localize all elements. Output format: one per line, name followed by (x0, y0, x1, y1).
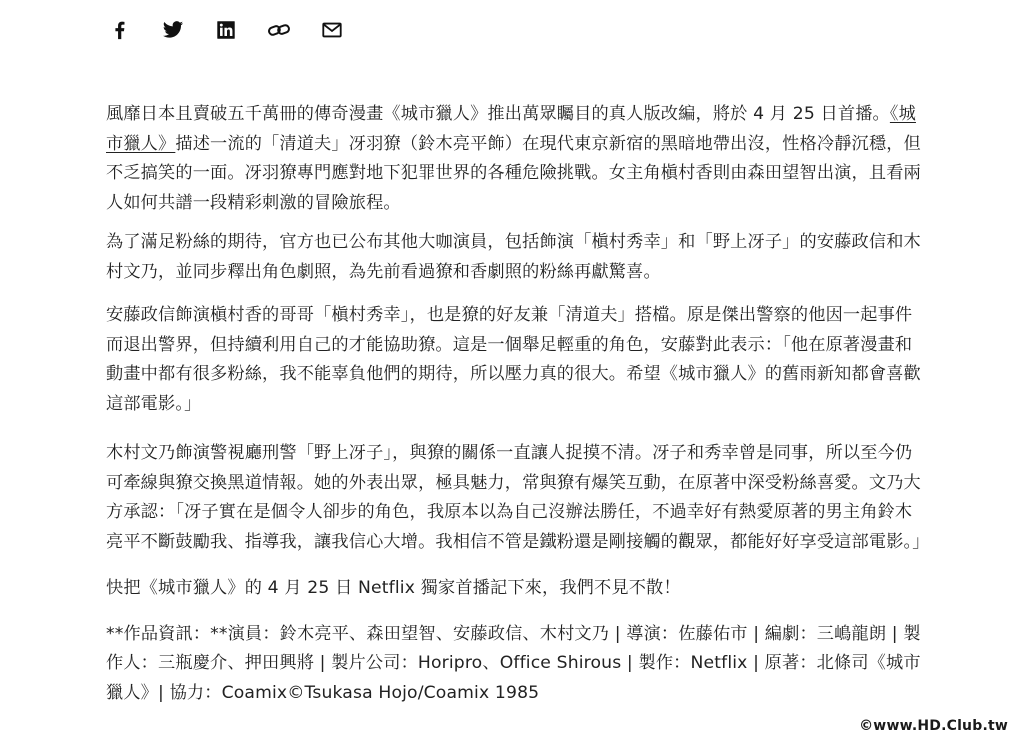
article-body (106, 100, 930, 720)
article-paragraph-intro (106, 100, 922, 218)
article-paragraph-credits: **作品資訊：**演員：鈴木亮平、森田望智、安藤政信、木村文乃 | 導演：佐藤佑市 | 編劇：三嶋龍朗 | 製作人：三瓶慶介、押田興將 | 製片公司：Horipro、Office Shirous | 製作：Netflix | 原著：北條司《城市獵人》| 協力：Coamix©Tsukasa Hojo/Coamix 1985 (106, 623, 921, 703)
email-share-button[interactable] (320, 18, 344, 42)
article-paragraph-ando: 安藤政信飾演槇村香的哥哥「槇村秀幸」，也是獠的好友兼「清道夫」搭檔。原是傑出警察的他因一起事件而退出警界，但持續利用自己的才能協助獠。這是一個舉足輕重的角色，安藤對此表示：「他在原著漫畫和動畫中都有很多粉絲，我不能辜負他們的期待，所以壓力真的很大。希望《城市獵人》的舊雨新知都會喜歡這部電影。」 (106, 305, 921, 414)
watermark: ©www.HD.Club.tw (859, 718, 1008, 734)
article-paragraph-cast: 為了滿足粉絲的期待，官方也已公布其他大咖演員，包括飾演「槇村秀幸」和「野上冴子」的安藤政信和木村文乃，並同步釋出角色劇照，為先前看過獠和香劇照的粉絲再獻驚喜。 (106, 232, 921, 282)
twitter-icon (161, 19, 185, 41)
city-hunter-link[interactable]: 《城市獵人》 (106, 104, 916, 154)
paragraph-text: 風靡日本且賣破五千萬冊的傳奇漫畫《城市獵人》推出萬眾矚目的真人版改編，將於 4 月 25 日首播。 (106, 104, 890, 124)
twitter-share-button[interactable] (161, 18, 185, 42)
facebook-share-button[interactable] (108, 18, 132, 42)
mail-icon (320, 19, 344, 41)
linkedin-share-button[interactable] (214, 18, 238, 42)
copy-link-button[interactable] (267, 18, 291, 42)
link-icon (267, 19, 291, 41)
paragraph-text: 描述一流的「清道夫」冴羽獠（鈴木亮平飾）在現代東京新宿的黑暗地帶出沒，性格冷靜沉穩，但不乏搞笑的一面。冴羽獠專門應對地下犯罪世界的各種危險挑戰。女主角槇村香則由森田望智出演，且看兩人如何共譜一段精彩刺激的冒險旅程。 (106, 133, 921, 213)
article-paragraph-kimura: 木村文乃飾演警視廳刑警「野上冴子」，與獠的關係一直讓人捉摸不清。冴子和秀幸曾是同事，所以至今仍可牽線與獠交換黑道情報。她的外表出眾，極具魅力，常與獠有爆笑互動，在原著中深受粉絲喜愛。文乃大方承認：「冴子實在是個令人卻步的角色，我原本以為自己沒辦法勝任，不過幸好有熱愛原著的男主角鈴木亮平不斷鼓勵我、指導我，讓我信心大增。我相信不管是鐵粉還是剛接觸的觀眾，都能好好享受這部電影。」 (106, 443, 930, 552)
share-bar (108, 18, 373, 42)
linkedin-icon (215, 19, 237, 41)
facebook-icon (109, 19, 131, 41)
article-paragraph-premiere: 快把《城市獵人》的 4 月 25 日 Netflix 獨家首播記下來，我們不見不散！ (106, 578, 681, 598)
